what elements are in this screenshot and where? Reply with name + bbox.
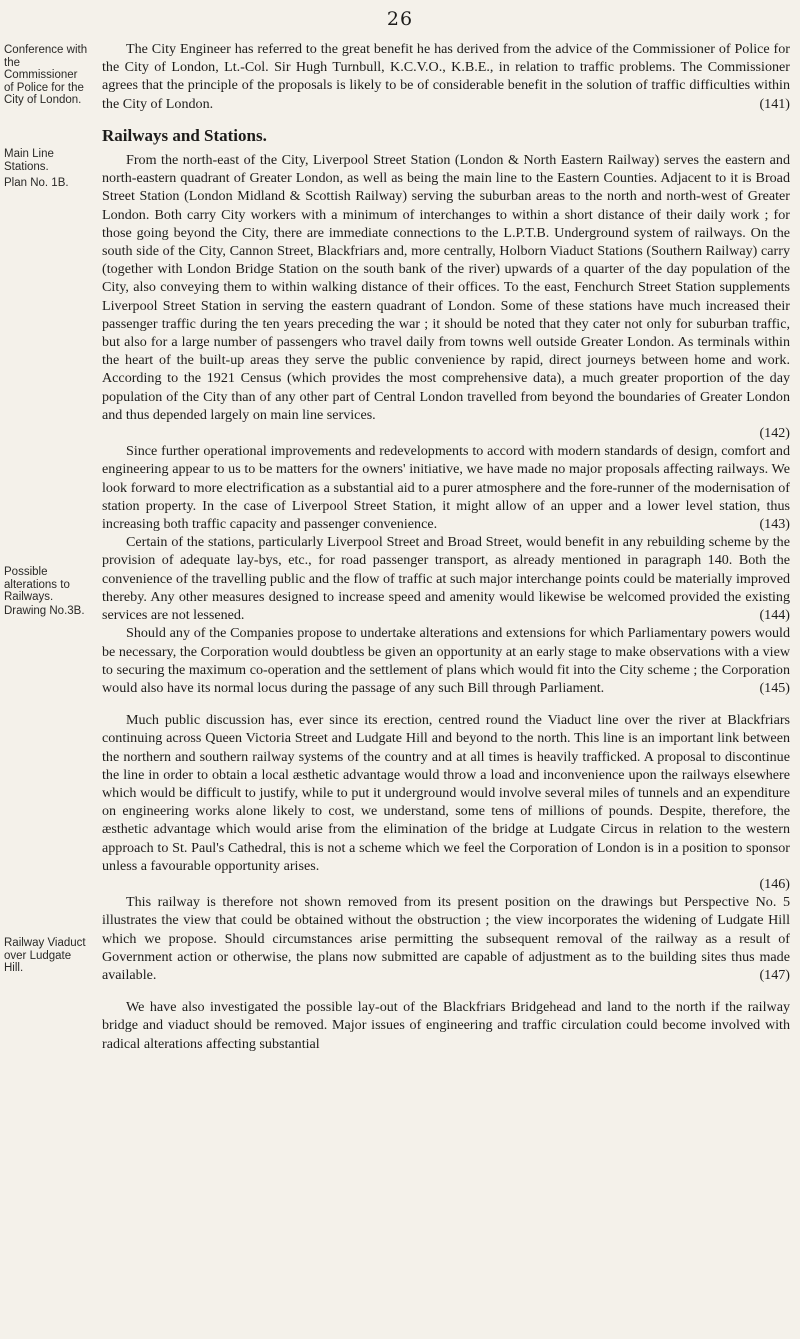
paragraph-148-text: We have also investigated the possible lay-out of the Blackfriars Bridgehead and land to the north if the railway bridge and viaduct should be removed. Major issues of engineering and traffic circulation could become involved with radical alterations affecting substantial xyxy=(102,999,790,1052)
paragraph-145-text: Should any of the Companies propose to undertake alterations and extensions for which Parliamentary powers would be necessary, the Corporation would doubtless be given an opportunity at an early stage to make observations with a view to securing the maximum co-operation and the settlement of plans which would fit into the City scheme ; the Corporation would also have its normal locus during the passage of any such Bill through Parliament. xyxy=(102,625,790,696)
margin-note-drawing: Drawing No.3B. xyxy=(4,605,85,617)
paragraph-142-ref: (142) xyxy=(759,425,790,442)
page-number: 26 xyxy=(386,8,414,30)
paragraph-148 xyxy=(102,998,790,1053)
main-text xyxy=(102,40,790,1053)
margin-note-main-line: Main Line Stations. xyxy=(4,148,54,173)
paragraph-145 xyxy=(102,624,790,697)
paragraph-144-text: Certain of the stations, particularly Liverpool Street and Broad Street, would benefit in any rebuilding scheme by the provision of adequate lay-bys, etc., for road passenger transport, as already mentioned in paragraph 140. Both the convenience of the travelling public and the flow of traffic at such major interchange points could be materially improved thereby. Any other measures designed to increase speed and amenity would likewise be welcomed provided the existing services are not lessened. xyxy=(102,534,790,624)
paragraph-144 xyxy=(102,533,790,624)
section-heading: Railways and Stations. xyxy=(102,125,267,145)
paragraph-146-ref: (146) xyxy=(759,875,790,892)
margin-note-possible-alterations: Possible alterations to Railways. xyxy=(4,566,70,603)
paragraph-143-text: Since further operational improvements and redevelopments to accord with modern standards of design, comfort and engineering appear to us to be matters for the owners' initiative, we have made no major proposals affecting railways. We look forward to more electrification as a substantial aid to a purer atmosphere and the fore-runner of the modernisation of station property. In the case of Liverpool Street Station, it might allow of an upper and a lower level station, thus increasing both traffic capacity and passenger convenience. xyxy=(102,443,790,533)
paragraph-146 xyxy=(102,711,790,893)
paragraph-141-ref: (141) xyxy=(759,95,790,112)
paragraph-141 xyxy=(102,40,790,113)
paragraph-142 xyxy=(102,151,790,442)
margin-note-railway-viaduct: Railway Viaduct over Ludgate Hill. xyxy=(4,937,86,974)
paragraph-147-ref: (147) xyxy=(759,966,790,983)
paragraph-145-ref: (145) xyxy=(759,679,790,696)
margin-note-main-line-plan: Plan No. 1B. xyxy=(4,177,69,189)
paragraph-142-text: From the north-east of the City, Liverpool Street Station (London & North Eastern Railway) serves the eastern and north-eastern quadrant of Greater London, as well as being the main line to the Eastern Counties. Adjacent to it is Broad Street Station (London Midland & Scottish Railway) serving the suburban areas to the north and north-west of Greater London. Both carry City workers with a minimum of interchanges to within a short distance of their daily work ; for those going beyond the City, there are immediate connections to the L.P.T.B. Underground system of railways. On the south side of the City, Cannon Street, Blackfriars and, more centrally, Holborn Viaduct Stations (Southern Railway) carry (together with London Bridge Station on the south bank of the river) upwards of a quarter of the day population of the City, also conveying them to within walking distance of their offices. To the east, Fenchurch Street Station supplements Liverpool Street Station in serving the eastern quadrant of London. Some of these stations have much increased their passenger traffic during the ten years preceding the war ; it should be noted that they cater not only for suburban traffic, but also for a large number of passengers who travel daily from towns well outside Greater London. As terminals within the heart of the built-up areas they serve the public convenience by rapid, direct journeys between home and work. According to the 1921 Census (which provides the most comprehensive data), a much greater proportion of the day population of the City than of any other part of Central London travelled from beyond the boundaries of Greater London and thus depended largely on main line services. xyxy=(102,152,790,423)
paragraph-146-text: Much public discussion has, ever since its erection, centred round the Viaduct line over the river at Blackfriars continuing across Queen Victoria Street and Ludgate Hill and beyond to the north. This line is an important link between the northern and southern railway systems of the country and at all times is heavily trafficked. A proposal to discontinue the line in order to obtain a local æsthetic advantage would throw a load and inconvenience upon the railways elsewhere which would be difficult to justify, while to put it underground would involve several miles of tunnels and an expenditure on engineering works alone likely to cost, we understand, some tens of millions of pounds. Despite, therefore, the æsthetic advantage which would arise from the elimination of the bridge at Ludgate Circus in relation to the western approach to St. Paul's Cathedral, this is not a scheme which we feel the Corporation of London is in a position to sponsor unless a favourable opportunity arises. xyxy=(102,712,790,874)
margin-note-conference: Conference with the Commissioner of Police for the City of London. xyxy=(4,44,88,106)
paragraph-144-ref: (144) xyxy=(759,607,790,624)
paragraph-141-text: The City Engineer has referred to the great benefit he has derived from the advice of the Commissioner of Police for the City of London, Lt.-Col. Sir Hugh Turnbull, K.C.V.O., K.B.E., in relation to traffic problems. The Commissioner agrees that the principle of the proposals is likely to be of considerable benefit in the solution of traffic difficulties within the City of London. xyxy=(102,41,790,112)
paragraph-147-text: This railway is therefore not shown removed from its present position on the drawings but Perspective No. 5 illustrates the view that could be obtained without the obstruction ; the view incorporates the widening of Ludgate Hill which we propose. Should circumstances arise permitting the subsequent removal of the railway as a result of Government action or otherwise, the plans now submitted are capable of adjustment as to the building sites thus made available. xyxy=(102,894,790,983)
paragraph-143-ref: (143) xyxy=(759,516,790,533)
paragraph-147 xyxy=(102,893,790,984)
paragraph-143 xyxy=(102,442,790,533)
